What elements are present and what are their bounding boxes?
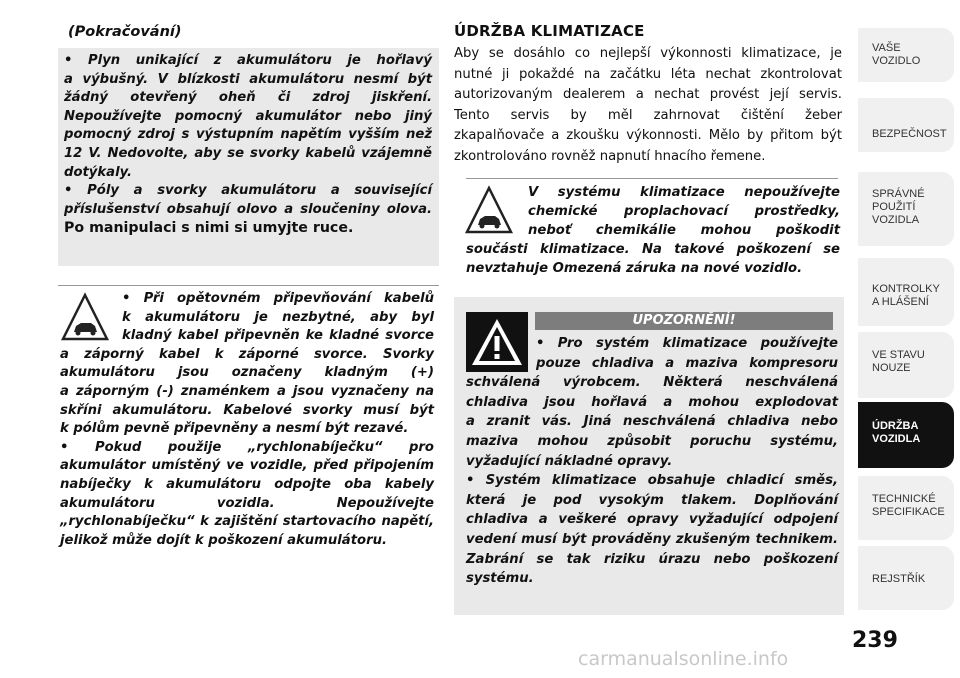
text-line: zkapalňovače a zkoušku výkonnosti. Mělo by přitom být bbox=[454, 128, 842, 143]
text-line: chemické proplachovací prostředky, bbox=[528, 204, 840, 219]
text-line: akumulátoru vozidla. Nepoužívejte bbox=[60, 495, 434, 511]
continued-label: (Pokračování) bbox=[68, 24, 182, 40]
tab-label: TECHNICKÉ SPECIFIKACE bbox=[872, 493, 945, 518]
warning-text bbox=[466, 334, 838, 589]
ac-note-text bbox=[466, 183, 840, 278]
text-line: chladiva jsou hořlavá a mohou explodovat bbox=[466, 394, 838, 410]
text-line: k akumulátoru je nezbytné, aby byl bbox=[122, 309, 434, 325]
tab-label: VE STAVU NOUZE bbox=[872, 349, 925, 374]
section-heading: ÚDRŽBA KLIMATIZACE bbox=[454, 22, 645, 40]
text-line: žádný otevřený oheň či zdroj jiskření. bbox=[64, 90, 432, 106]
text-line: součásti klimatizace. Na takové poškození se bbox=[466, 242, 840, 257]
page-number: 239 bbox=[852, 628, 898, 653]
text-line: neboť chemikálie mohou poškodit bbox=[528, 223, 840, 238]
text-line: • Při opětovném připevňování kabelů bbox=[122, 291, 434, 306]
tab-label: BEZPEČNOST bbox=[872, 128, 947, 140]
text-line: • Pokud použije „rychlonabíječku“ pro bbox=[60, 439, 434, 455]
divider bbox=[466, 178, 838, 179]
text-line: Aby se dosáhlo co nejlepší výkonnosti klimatizace, je bbox=[454, 46, 842, 61]
tab-label: ÚDRŽBA VOZIDLA bbox=[872, 420, 921, 445]
text-line: vyžadující nákladné opravy. bbox=[466, 453, 673, 469]
text-line: pouze chladiva a maziva kompresoru bbox=[536, 355, 838, 371]
text-line: • Systém klimatizace obsahuje chladicí směs, bbox=[466, 473, 838, 489]
warning-title: UPOZORNĚNÍ! bbox=[535, 312, 833, 330]
text-line: schválená výrobcem. Některá neschválená bbox=[466, 375, 838, 391]
watermark: carmanualsonline.info bbox=[578, 648, 789, 670]
divider bbox=[58, 285, 439, 286]
text-line: Po manipulaci s nimi si umyjte ruce. bbox=[64, 220, 354, 237]
text-line: Nepoužívejte pomocný akumulátor nebo jiný bbox=[64, 108, 432, 124]
text-line: vedení musí být prováděny zkušeným technikem. bbox=[466, 531, 838, 547]
text-line: chladiva a veškeré opravy vyžadující odpojení bbox=[466, 512, 838, 528]
text-line: akumulátoru jsou označeny kladným (+) bbox=[60, 365, 434, 381]
text-line: kladný kabel připevněn ke kladné svorce bbox=[122, 328, 434, 344]
text-line: nevztahuje Omezená záruka na nové vozidlo. bbox=[466, 261, 803, 276]
text-line: a výbušný. V blízkosti akumulátoru nesmí být bbox=[64, 71, 432, 87]
tab-label: KONTROLKY A HLÁŠENÍ bbox=[872, 283, 940, 308]
battery-note-text bbox=[60, 290, 434, 550]
text-line: a záporným (-) znaménkem a jsou vyznačeny na bbox=[60, 383, 434, 399]
tab-bezpecnost[interactable] bbox=[858, 98, 954, 152]
tab-label: VAŠE VOZIDLO bbox=[872, 42, 921, 67]
text-line: akumulátor umístěný ve vozidle, před připojením bbox=[60, 458, 434, 474]
text-line: V systému klimatizace nepoužívejte bbox=[528, 185, 840, 200]
text-line: pomocný zdroj s výstupním napětím vyšším než bbox=[64, 127, 432, 143]
text-line: Tento servis by měl zahrnovat čištění žeber bbox=[454, 107, 842, 123]
text-line: • Plyn unikající z akumulátoru je hořlavý bbox=[64, 53, 432, 68]
text-line: nutné ji pokaždé na začátku léta nechat zkontrolovat bbox=[454, 66, 842, 82]
text-line: a zranit vás. Jiná neschválená chladiva nebo bbox=[466, 414, 838, 430]
text-line: „rychlonabíječku“ k zajištění startovacího napětí, bbox=[60, 514, 434, 530]
text-line: a záporný kabel k záporné svorce. Svorky bbox=[60, 346, 434, 362]
text-line: • Póly a svorky akumulátoru a související bbox=[64, 183, 432, 199]
text-line: 12 V. Nedovolte, aby se svorky kabelů vzájemně bbox=[64, 145, 432, 161]
text-line: nabíječky k akumulátoru odpojte oba kabely bbox=[60, 476, 434, 492]
tab-label: REJSTŘÍK bbox=[872, 573, 926, 585]
battery-warning-text bbox=[64, 52, 432, 238]
text-line: maziva mohou způsobit poruchu systému, bbox=[466, 433, 838, 449]
text-line: systému. bbox=[466, 571, 534, 587]
text-line: která je pod vysokým tlakem. Doplňování bbox=[466, 492, 838, 508]
section-body bbox=[454, 44, 842, 167]
tab-label: SPRÁVNÉ POUŽITÍ VOZIDLA bbox=[872, 188, 925, 226]
text-line: autorizovaným dealerem a nechat provést její servis. bbox=[454, 87, 842, 102]
text-line: k pólům pevně připevněny a nesmí být rezavé. bbox=[60, 421, 409, 437]
text-line: jelikož může dojít k poškození akumulátoru. bbox=[60, 532, 387, 548]
text-line: dotýkaly. bbox=[64, 164, 132, 180]
text-line: • Pro systém klimatizace používejte bbox=[536, 336, 838, 351]
text-line: příslušenství obsahují olovo a sloučeniny olova. bbox=[64, 201, 432, 217]
text-line: skříni akumulátoru. Kabelové svorky musí být bbox=[60, 402, 434, 418]
text-line: Zabrání se tak riziku úrazu nebo poškození bbox=[466, 551, 838, 567]
text-line: zkontrolováno rovněž napnutí hnacího řemene. bbox=[454, 148, 766, 164]
